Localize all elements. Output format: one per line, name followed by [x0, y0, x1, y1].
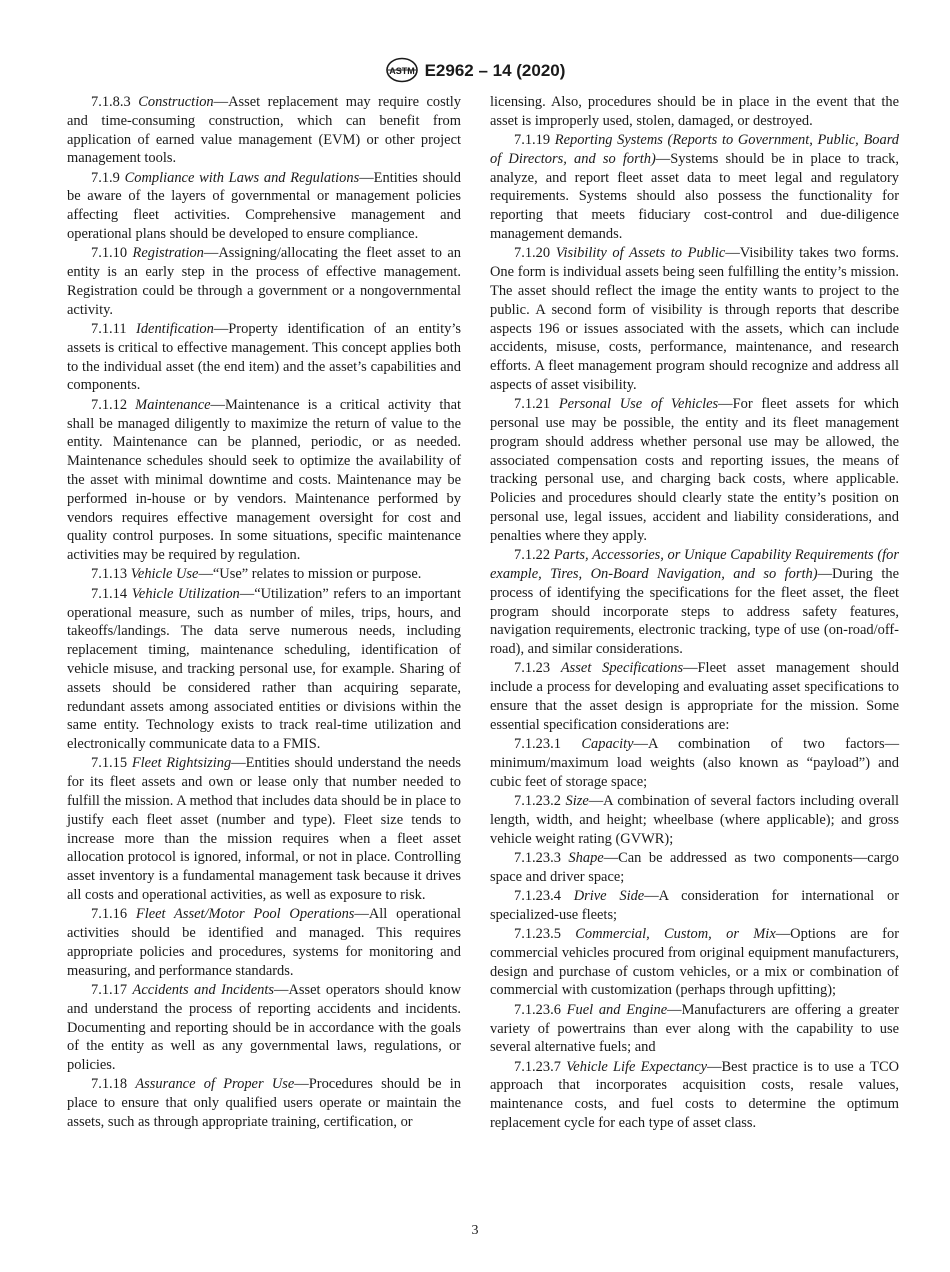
section-paragraph — [490, 395, 899, 545]
section-title: Accidents and Incidents — [132, 981, 274, 998]
section-body: —Entities should be aware of the layers of governmental or management policies affecting fleet activities. Comprehensive management and operational plans should be developed to ensure compliance. — [67, 169, 461, 243]
section-title: Shape — [568, 849, 604, 866]
section-title: Construction — [138, 94, 214, 110]
section-number: 7.1.23.7 — [514, 1058, 561, 1075]
section-paragraph — [490, 659, 899, 734]
section-paragraph — [490, 1058, 899, 1133]
section-body: —Assigning/allocating the fleet asset to an entity is an early step in the process of effective management. Registration could be through a government or a nongovernmental activity. — [67, 245, 462, 318]
section-paragraph — [67, 905, 461, 980]
page-number: 3 — [471, 1223, 479, 1238]
section-paragraph — [67, 1075, 461, 1131]
document-header — [0, 60, 950, 83]
section-paragraph — [67, 396, 461, 565]
section-title: Maintenance — [135, 396, 211, 413]
section-paragraph — [67, 169, 461, 244]
section-paragraph — [67, 981, 461, 1075]
section-title: Visibility of Assets to Public — [555, 245, 726, 262]
section-body: —All operational activities should be identified and managed. This requires appropriate policies and procedures, systems for monitoring and measuring, and performance standards. — [67, 906, 462, 979]
section-paragraph — [67, 585, 461, 754]
section-body: —“Utilization” refers to an important operational measure, such as number of miles, trips, hours, and takeoffs/landings. The data serve numerous needs, including replacement timing, maintenance scheduling, identification of vehicle misuse, and tracking personal use, for example. Sharing of assets should be considered rather than acquiring separate, redundant assets among associated entities or divisions within the same entity. Technology exists to track real-time utilization and electronically communicate data to a FMIS. — [67, 585, 462, 753]
section-paragraph — [490, 244, 899, 394]
section-paragraph — [67, 244, 461, 319]
astm-logo-icon — [385, 57, 419, 83]
section-title: Fleet Rightsizing — [131, 755, 232, 772]
section-body: —Visibility takes two forms. One form is individual assets being seen fulfilling the entity’s mission. The asset should reflect the image the entity wants to project to the public. A second form of visibility is through reports that describe aspects 196 or issues associated with the assets, which can include accidents, misuse, costs, performance, maintenance, and research efforts. A fleet management program should recognize and address all aspects of asset visibility. — [490, 245, 899, 393]
section-body: —Manufacturers are offering a greater variety of powertrains than ever along with the capability to use several alternative fuels; and — [490, 1001, 899, 1056]
section-number: 7.1.23.4 — [514, 887, 561, 904]
section-paragraph — [490, 792, 899, 848]
section-title: Fuel and Engine — [566, 1001, 668, 1018]
section-title: Reporting Systems (Reports to Government, Public, Board of Directors, and so forth) — [490, 132, 899, 167]
section-body: —For fleet assets for which personal use may be possible, the entity and its fleet management program should address whether personal use may be allowed, the associated compensation costs and reporting issues, the means of tracking personal use, and charging back costs, where applicable. Policies and procedures should clearly state the entity’s position on personal use, legal issues, accident and liability considerations, and penalties where they apply. — [490, 396, 899, 544]
section-number: 7.1.23.6 — [514, 1001, 561, 1018]
section-number: 7.1.18 — [91, 1076, 128, 1093]
section-paragraph — [490, 925, 899, 1000]
section-number: 7.1.19 — [514, 132, 551, 149]
section-title: Drive Side — [573, 887, 645, 904]
section-title: Asset Specifications — [560, 660, 684, 677]
section-number: 7.1.11 — [91, 321, 127, 338]
section-number: 7.1.16 — [91, 906, 128, 923]
section-paragraph — [67, 565, 461, 584]
section-paragraph — [490, 887, 899, 925]
section-number: 7.1.22 — [514, 547, 551, 564]
section-number: 7.1.23.1 — [514, 736, 561, 753]
section-title: Vehicle Life Expectancy — [566, 1058, 708, 1075]
section-title: Compliance with Laws and Regulations — [124, 169, 360, 186]
section-title: Vehicle Utilization — [131, 585, 240, 602]
section-body: —“Use” relates to mission or purpose. — [198, 566, 422, 583]
section-title: Vehicle Use — [130, 566, 199, 583]
section-paragraph — [490, 849, 899, 887]
section-number: 7.1.20 — [514, 245, 551, 262]
section-body: —Maintenance is a critical activity that shall be managed diligently to maximize the return of value to the entity. Maintenance can be planned, periodic, or as needed. Maintenance schedules should seek to optimize the availability of the asset with minimal downtime and costs. Maintenance may be performed in-house or by vendors. Maintenance performed by vendors requires effective management oversight for cost and quality control purposes. In some situations, specific maintenance activities may be required by regulation. — [67, 396, 461, 564]
section-body: —Asset operators should know and understand the process of reporting accidents and incidents. Documenting and reporting should be in accordance with the goals of the entity as well as any governmental laws, regulations, or policies. — [67, 981, 462, 1074]
document-designation: E2962 – 14 (2020) — [424, 60, 566, 80]
section-paragraph — [67, 93, 461, 168]
section-title: Assurance of Proper Use — [135, 1076, 295, 1093]
section-body: —Asset replacement may require costly and time-consuming construction, which can benefit from application of earned value management (EVM) or other project management tools. — [67, 94, 461, 167]
section-body: —During the process of identifying the specifications for the fleet asset, the fleet program should incorporate steps to address safety features, navigation requirements, electronic tracking, type of use (on-road/off-road), and similar considerations. — [490, 565, 899, 658]
section-number: 7.1.17 — [91, 981, 128, 998]
section-body: —Can be addressed as two components—cargo space and driver space; — [490, 849, 900, 885]
section-number: 7.1.23.5 — [514, 926, 561, 943]
section-title: Identification — [136, 321, 214, 338]
svg-text:ASTM: ASTM — [388, 66, 415, 76]
section-number: 7.1.23 — [514, 660, 551, 677]
section-body: —A consideration for international or specialized-use fleets; — [490, 887, 900, 923]
section-paragraph — [490, 735, 899, 791]
section-body: —Systems should be in place to track, analyze, and report fleet asset data to meet legal and regulatory requirements. Systems should also possess the functionality for reporting that meets fiduciary cost-control and due-diligence management demands. — [490, 150, 899, 243]
left-column — [67, 93, 461, 1132]
section-body: —Procedures should be in place to ensure that only qualified users operate or maintain the assets, such as through appropriate training, certification, or — [67, 1076, 461, 1131]
section-number: 7.1.13 — [91, 566, 128, 583]
section-body: —Fleet asset management should include a process for developing and evaluating asset specifications to ensure that the asset design is appropriate for the mission. Some essential specification considerations are: — [490, 660, 900, 733]
section-number: 7.1.23.3 — [514, 849, 561, 866]
section-title: Registration — [132, 245, 204, 262]
section-title: Fleet Asset/Motor Pool Operations — [135, 906, 355, 923]
section-paragraph — [490, 546, 899, 659]
section-body: —Options are for commercial vehicles procured from original equipment manufacturers, design and purchase of custom vehicles, or a mix or combination of commercial with customization (perhaps through upfitting); — [490, 926, 900, 999]
section-number: 7.1.21 — [514, 396, 551, 413]
right-column — [490, 93, 899, 1133]
section-number: 7.1.12 — [91, 396, 128, 413]
section-paragraph — [67, 320, 461, 395]
section-body: —Property identification of an entity’s assets is critical to effective management. This concept applies both to the individual asset (the end item) and the asset’s capabilities and components. — [67, 321, 461, 394]
section-title: Capacity — [581, 736, 634, 753]
section-body: —Entities should understand the needs for its fleet assets and own or lease only that number needed to fulfill the mission. A method that includes data should be in place to justify each fleet asset (number and type). Fleet size tends to increase more than the mission requires when a fleet asset allocation protocol is ignored, informal, or not in place. Controlling asset inventory is a fundamental management task because it drives all costs and operational activities, as well as exposure to risk. — [67, 755, 461, 903]
section-number: 7.1.14 — [91, 585, 128, 602]
section-number: 7.1.8.3 — [91, 94, 131, 110]
section-title: Commercial, Custom, or Mix — [575, 926, 776, 943]
section-number: 7.1.15 — [91, 755, 128, 772]
section-number: 7.1.23.2 — [514, 792, 561, 809]
section-title: Size — [565, 792, 589, 809]
section-title: Personal Use of Vehicles — [558, 396, 719, 413]
section-paragraph — [490, 1001, 899, 1057]
section-body: —A combination of two factors—minimum/maximum load weights (also known as “payload”) and cubic feet of storage space; — [490, 736, 900, 790]
continuation-paragraph: licensing. Also, procedures should be in place in the event that the asset is improperly used, stolen, damaged, or destroyed. — [490, 94, 899, 129]
section-title: Parts, Accessories, or Unique Capability Requirements (for example, Tires, On-Board Navigation, and so forth) — [490, 547, 899, 582]
section-body: —Best practice is to use a TCO approach that incorporates acquisition costs, resale values, maintenance costs, and fuel costs to determine the optimum replacement cycle for each type of asset class. — [490, 1058, 899, 1132]
section-paragraph — [67, 754, 461, 904]
section-paragraph — [490, 131, 899, 244]
section-number: 7.1.10 — [91, 245, 128, 262]
section-body: —A combination of several factors including overall length, width, and height; wheelbase (where applicable); and gross vehicle weight rating (GVWR); — [490, 792, 900, 847]
section-number: 7.1.9 — [91, 169, 120, 186]
